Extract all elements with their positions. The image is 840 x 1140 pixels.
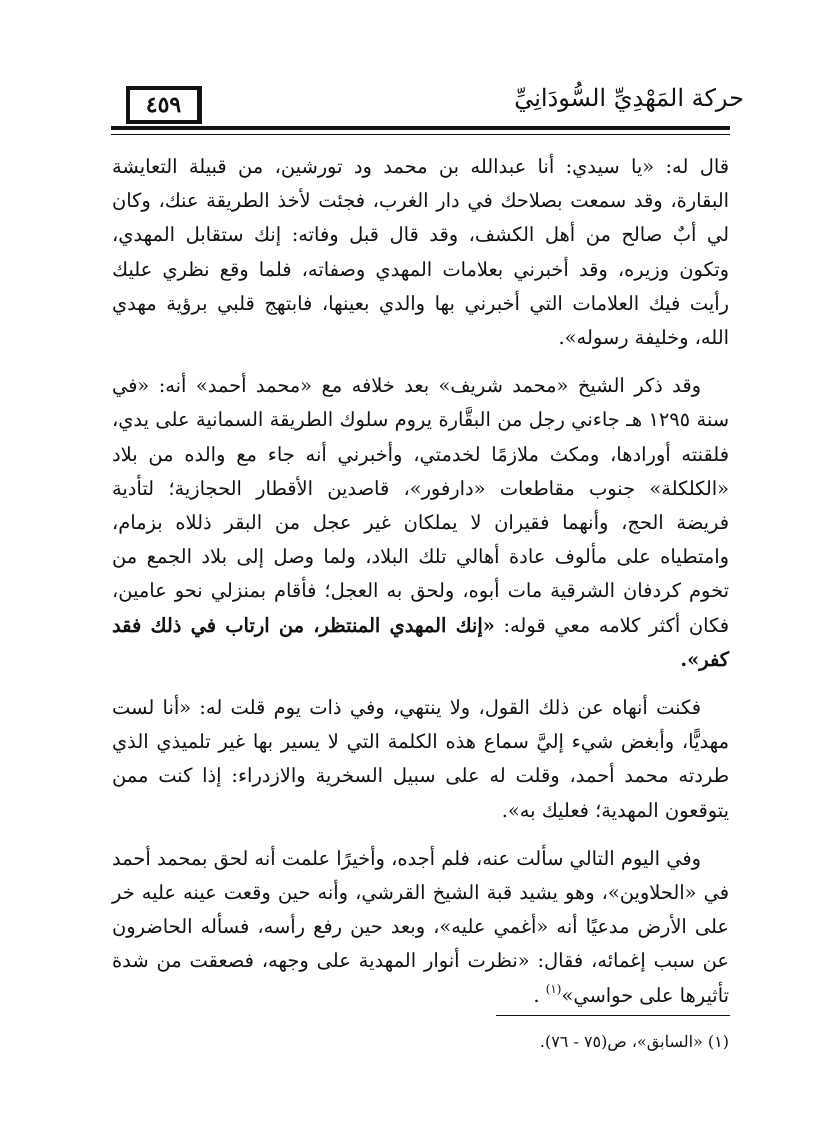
footnote-1: (١) «السابق»، ص(٧٥ - ٧٦). <box>539 1032 729 1051</box>
paragraph-4-text: وفي اليوم التالي سألت عنه، فلم أجده، وأخيرًا علمت أنه لحق بمحمد أحمد في «الحلاوين»، وهو يشيد قبة الشيخ القرشي، وأنه حين وقعت عينه عليه خر على الأرض مدعيًا أنه «أغمي عليه»، وبعد حين رفع رأسه، فسأله الحاضرون عن سبب إغمائه، فقال: «نظرت أنوار المهدية على وجهه، فصعقت من شدة تأثيرها على حواسي» <box>112 846 729 1007</box>
paragraph-1: قال له: «يا سيدي: أنا عبدالله بن محمد ود تورشين، من قبيلة التعايشة البقارة، وقد سمعت بصلاحك في دار الغرب، فجئت لأخذ الطريقة عنك، وكان لي أبٌ صالح من أهل الكشف، وقد قال قبل وفاته: إنك ستقابل المهدي، وتكون وزيره، وقد أخبرني بعلامات المهدي وصفاته، فلما وقع نظري عليك رأيت فيك العلامات التي أخبرني بها والدي بعينها، فابتهج قلبي برؤية مهدي الله، وخليفة رسوله». <box>112 155 729 350</box>
header-rule-thick <box>111 126 730 130</box>
running-header-title: حركة المَهْدِيِّ السُّودَانِيِّ <box>514 84 744 112</box>
paragraph-3: فكنت أنهاه عن ذلك القول، ولا ينتهي، وفي ذات يوم قلت له: «أنا لست مهديًّا، وأبغض شيء إليَّ سماع هذه الكلمة التي لا يسير بها غير تلميذي الذي طردته محمد أحمد، وقلت له على سبيل السخرية والازدراء: إذا كنت ممن يتوقعون المهدية؛ فعليك به». <box>112 696 729 822</box>
footnote-separator <box>496 1015 730 1016</box>
header-rule-thin <box>111 134 730 135</box>
footnote-ref-1: (١) <box>545 981 562 996</box>
page-number-box <box>126 86 202 124</box>
body-text <box>112 150 729 1027</box>
page-number: ٤٥٩ <box>145 92 182 118</box>
paragraph-2-text: وقد ذكر الشيخ «محمد شريف» بعد خلافه مع «محمد أحمد» أنه: «في سنة ١٢٩٥ هـ جاءني رجل من البقَّارة يروم سلوك الطريقة السمانية على يدي، فلقنته أورادها، ومكث ملازمًا لخدمتي، وأخبرني أنه جاء مع والده من بلاد «الكلكلة» جنوب مقاطعات «دارفور»، قاصدين الأقطار الحجازية؛ لتأدية فريضة الحج، وأنهما فقيران لا يملكان غير عجل من البقر ذللاه بزمام، وامتطياه على مألوف عادة أهالي تلك البلاد، ولما وصل إلى بلاد الجمع من تخوم كردفان الشرقية مات أبوه، ولحق به العجل؛ فأقام بمنزلي نحو عامين، فكان أكثر كلامه معي قوله: <box>112 374 729 637</box>
paragraph-2 <box>112 369 729 677</box>
paragraph-4-end: . <box>533 983 546 1007</box>
paragraph-4 <box>112 842 729 1013</box>
paragraph-2-bold-quote: «إنك المهدي المنتظر، من ارتاب في ذلك فقد كفر». <box>112 613 729 671</box>
